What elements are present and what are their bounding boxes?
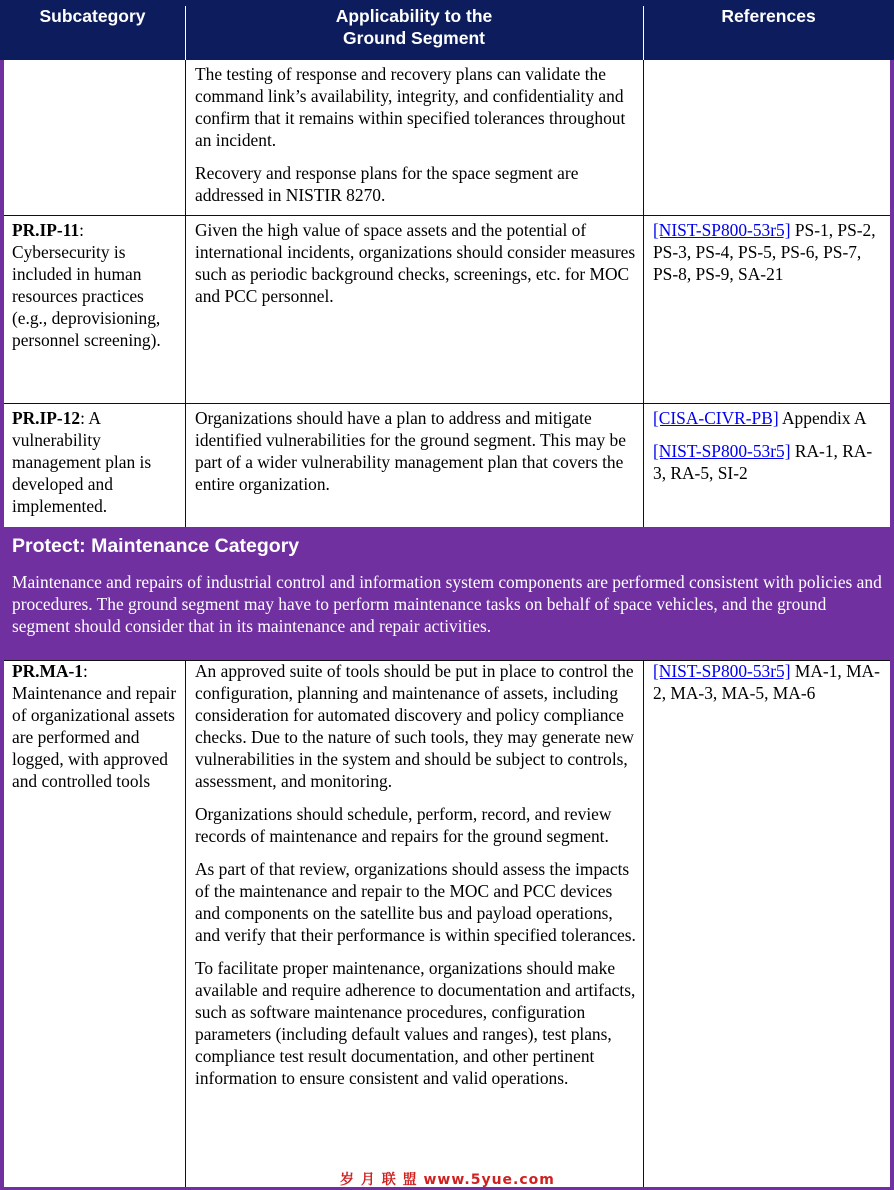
header-references-label: References [721, 6, 816, 26]
continuation-applicability [195, 63, 639, 206]
reference-entry [653, 219, 883, 285]
reference-controls: MA-1, MA-2, MA-3, MA-5, MA-6 [653, 661, 880, 703]
table-right-border [890, 60, 894, 527]
continuation-paragraph: The testing of response and recovery plans can validate the command link’s availability, integrity, and confidentiality and confirm that it remains within specified tolerances throughout an incident. [195, 64, 626, 150]
header-subcategory-label: Subcategory [39, 6, 146, 26]
column-divider [185, 660, 186, 1190]
column-divider [643, 60, 644, 527]
table-left-border [0, 660, 4, 1190]
applicability-cell [195, 660, 639, 1089]
applicability-paragraph: Given the high value of space assets and the potential of international incidents, organizations should consider measures such as periodic background checks, screenings, etc. for MOC and PCC personnel. [195, 220, 636, 306]
applicability-cell [195, 407, 639, 495]
header-applicability-line1: Applicability to the [335, 6, 493, 26]
column-divider [185, 60, 186, 527]
row-divider [4, 403, 890, 404]
subcategory-cell [12, 407, 180, 517]
references-cell [653, 660, 883, 704]
column-divider [643, 660, 644, 1190]
applicability-paragraph: An approved suite of tools should be put in place to control the configuration, planning and maintenance of assets, including consideration for automated discovery and policy compliance checks. Due to the nature of such tools, they may generate new vulnerabilities in the system and should be subject to controls, assessment, and monitoring. [195, 661, 634, 791]
subcategory-id: PR.IP-12 [12, 408, 81, 428]
subcategory-description: : Maintenance and repair of organizational assets are performed and logged, with approved and controlled tools [12, 661, 177, 791]
reference-link[interactable]: [NIST-SP800-53r5] [653, 441, 791, 461]
reference-entry [653, 440, 883, 484]
applicability-paragraph: Organizations should schedule, perform, record, and review records of maintenance and repairs for the ground segment. [195, 804, 612, 846]
header-references [643, 0, 894, 60]
subcategory-id: PR.MA-1 [12, 661, 83, 681]
continuation-paragraph: Recovery and response plans for the space segment are addressed in NISTIR 8270. [195, 163, 579, 205]
subcategory-description: : Cybersecurity is included in human resources practices (e.g., deprovisioning, personnel screening). [12, 220, 161, 350]
references-cell [653, 407, 883, 484]
subcategory-cell [12, 660, 180, 792]
table-right-border [890, 660, 894, 1190]
header-applicability [185, 0, 643, 60]
category-title: Protect: Maintenance Category [12, 535, 300, 557]
references-cell [653, 219, 883, 285]
category-description: Maintenance and repairs of industrial control and information system components are performed consistent with policies and procedures. The ground segment may have to perform maintenance tasks on behalf of space vehicles, and the ground segment should consider that in its maintenance and repair activities. [12, 572, 882, 636]
header-applicability-line2: Ground Segment [343, 28, 485, 48]
subcategory-cell [12, 219, 180, 351]
header-divider [643, 6, 644, 60]
reference-entry [653, 660, 883, 704]
reference-controls: PS-1, PS-2, PS-3, PS-4, PS-5, PS-6, PS-7, PS-8, PS-9, SA-21 [653, 220, 876, 284]
reference-controls: RA-1, RA-3, RA-5, SI-2 [653, 441, 873, 483]
applicability-paragraph: Organizations should have a plan to address and mitigate identified vulnerabilities for the ground segment. This may be part of a wider vulnerability management plan that covers the entire organization. [195, 408, 626, 494]
applicability-paragraph: To facilitate proper maintenance, organizations should make available and require adherence to documentation and artifacts, such as software maintenance procedures, configuration parameters (including default values and ranges), test plans, compliance test result documentation, and other pertinent information to ensure consistent and valid operations. [195, 958, 636, 1088]
subcategory-id: PR.IP-11 [12, 220, 80, 240]
header-subcategory [0, 0, 185, 60]
row-divider [4, 215, 890, 216]
subcategory-description: : A vulnerability management plan is developed and implemented. [12, 408, 152, 516]
reference-link[interactable]: [NIST-SP800-53r5] [653, 661, 791, 681]
applicability-paragraph: As part of that review, organizations should assess the impacts of the maintenance and repair to the MOC and PCC devices and components on the satellite bus and payload operations, and verify that their performance is within specified tolerances. [195, 859, 636, 945]
table-left-border [0, 60, 4, 527]
reference-entry [653, 407, 883, 429]
watermark-text: 岁 月 联 盟 www.5yue.com [340, 1172, 555, 1188]
reference-controls: Appendix A [778, 408, 867, 428]
header-divider [185, 6, 186, 60]
reference-link[interactable]: [CISA-CIVR-PB] [653, 408, 779, 428]
applicability-cell [195, 219, 639, 307]
reference-link[interactable]: [NIST-SP800-53r5] [653, 220, 791, 240]
